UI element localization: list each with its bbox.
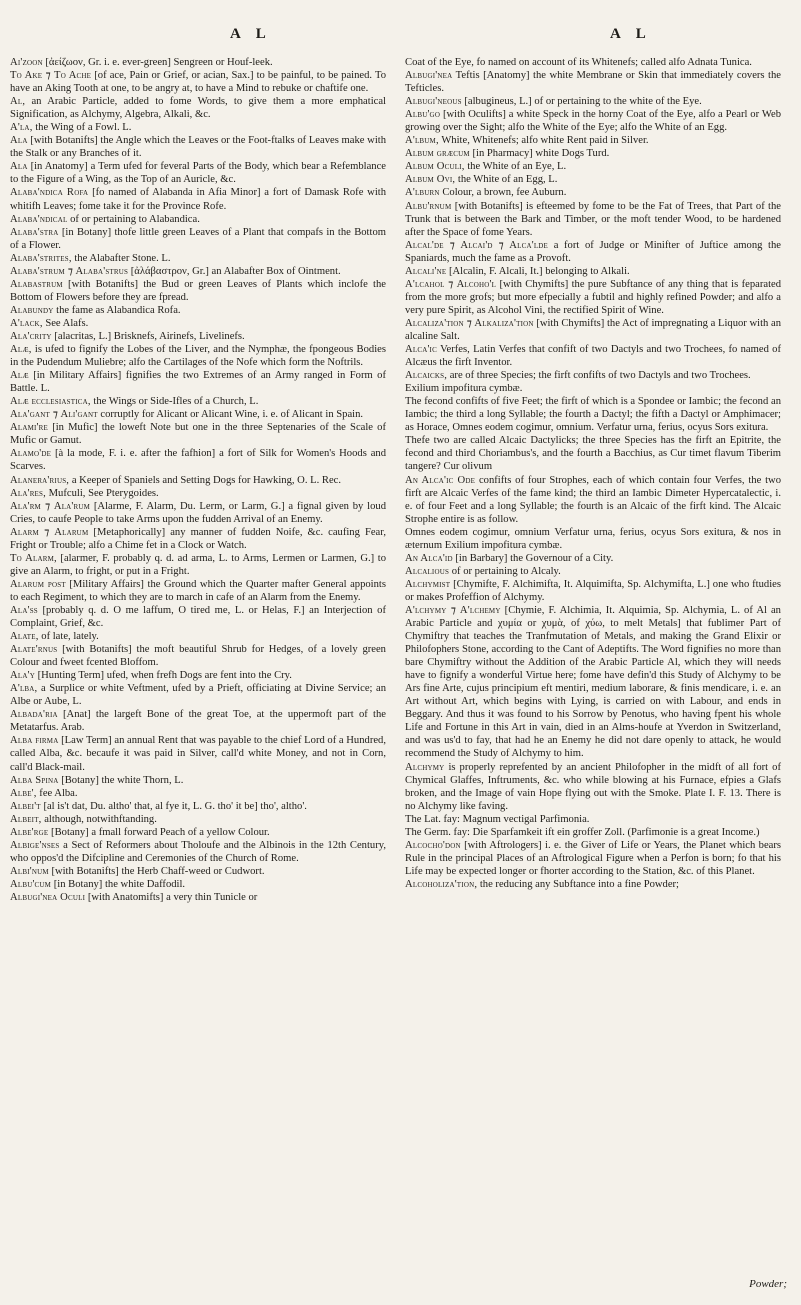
entry-headword: Alcoholiza'tion,: [405, 878, 478, 890]
entry-definition: Coat of the Eye, fo named on account of its Whitenefs; called alfo Adnata Tunica.: [405, 57, 752, 68]
dictionary-entry: [10, 421, 386, 447]
entry-definition: [Chymie, F. Alchimia, It. Alquimia, Sp. Alchymia, L. of Al an Arabic Particle and χυμία or χυμὰ, of χύω, to melt Metals] that fublimer Part of Chymiftry that teaches the Tranfmutation of Metals, and making the Grand Elixir or Philofophers Stone, according to the Cant of Adeptifts. The Word fignifies no more than bare Chymiftry without the Addition of the Arabic Particle Al, which they will needs have to fignify a wonderful Virtue here; fome have defin'd this Study of Alchymy to be Ars fine Arte, cujus principium eft mentiri, medium laborare, & finis mendicare, i. e. an Art without Art, which begins with Lying, is carried on with Labour, and ends in Beggary. And thus it was found to his Sorrow by Penotus, who having fpent his whole Life and Fortune in this Art in vain, died in an Alms-houfe at Yverdon in Switzerland, and was us'd to fay, that had he an Enemy he did not dare openly to attack, he would recommend the Study of Alchymy to him.: [405, 604, 781, 760]
entry-definition: [Anat] the largeft Bone of the great Toe, at the uppermoft part of the Metatarfus. Arab.: [10, 709, 386, 734]
entry-headword: Alanera'rius,: [10, 474, 70, 486]
entry-headword: Alaba'strum ⁊ Alaba'strus: [10, 265, 129, 277]
left-column: [10, 56, 386, 904]
entry-definition: [Metaphorically] any manner of fudden Noife, &c. caufing Fear, Fright or Trouble; alfo a Chime fet in a Clock or Watch.: [10, 526, 386, 551]
entry-headword: Ala'y: [10, 670, 35, 682]
entry-headword: Alæ,: [10, 344, 32, 356]
dictionary-entry: [10, 865, 386, 878]
entry-definition: Thefe two are called Alcaic Dactylicks; the three Species has the firft an Epitrite, the fecond and third Choriambus's, and the fourth a Bacchius, as Cur timet flavum Tiberim tangere? Cur olivum: [405, 435, 781, 473]
dictionary-entry: [10, 526, 386, 552]
entry-definition: The Germ. fay: Die Sparfamkeit ift ein groffer Zoll. (Parfimonie is a great Income.): [405, 826, 760, 838]
entry-headword: Albugi'neous: [405, 96, 462, 108]
dictionary-entry: [405, 474, 781, 526]
entry-definition: the Alabafter Stone. L.: [74, 252, 171, 264]
dictionary-entry: [10, 669, 386, 682]
entry-definition: of or pertaining to Alcaly.: [451, 565, 561, 577]
dictionary-entry: [10, 708, 386, 734]
entry-headword: Ala: [10, 135, 28, 147]
entry-headword: Album Oculi,: [405, 161, 465, 173]
entry-headword: Alaba'strites,: [10, 252, 72, 264]
entry-definition: [probably q. d. O me laffum, O tired me, L. or Helas, F.] an Interjection of Complaint, Grief, &c.: [10, 604, 386, 630]
dictionary-entry: [405, 56, 781, 69]
dictionary-entry: [10, 252, 386, 265]
dictionary-entry: [405, 382, 781, 395]
entry-definition: an Arabic Particle, added to fome Words, to give them a more emphatical Signification, as Alchymy, Algebra, Alkali, &c.: [10, 96, 386, 121]
entry-definition: [in Botany] thofe little green Leaves of a Plant that compafs in the Bottom of a Flower.: [10, 226, 386, 251]
entry-headword: Alcaicks,: [405, 370, 448, 382]
dictionary-entry: [405, 147, 781, 160]
entry-definition: [with Chymifts] the pure Subftance of any thing that is feparated from the more grofs; but more efpecially a fubtil and highly refined Powder; and alfo a very pure Spirit, as Alcohol Vini, the rectified Spirit of Wine.: [405, 278, 782, 316]
entry-headword: Albi'num: [10, 865, 49, 877]
entry-definition: [with Botanifts] the moft beautiful Shrub for Hedges, of a lovely green Colour and fweet fcented Bloffom.: [10, 644, 386, 669]
entry-headword: Alba Spina: [10, 774, 59, 786]
dictionary-entry: [405, 552, 781, 565]
entry-headword: Albe'rge: [10, 826, 49, 838]
entry-headword: Alami're: [10, 422, 48, 434]
dictionary-entry: [10, 839, 386, 865]
dictionary-entry: [10, 408, 386, 421]
entry-headword: Alamo'de: [10, 448, 52, 460]
entry-headword: Alaba'ndica Rofa: [10, 187, 89, 199]
dictionary-entry: [405, 526, 781, 552]
entry-definition: [Military Affairs] the Ground which the Quarter mafter General appoints to each Regiment, to which they are to march in cafe of an Alarm from the Enemy.: [10, 578, 386, 603]
entry-definition: Colour, a brown, fee Auburn.: [442, 187, 567, 199]
entry-definition: [Hunting Term] ufed, when frefh Dogs are fent into the Cry.: [37, 670, 292, 682]
dictionary-entry: [10, 160, 386, 186]
entry-headword: Alcaliza'tion ⁊ Alkaliza'tion: [405, 317, 534, 329]
entry-definition: [Alarme, F. Alarm, Du. Lerm, or Larm, G.] a fignal given by loud Cries, to caufe People to take Arms upon the fudden Arrival of an Enemy.: [10, 500, 386, 525]
dictionary-entry: [10, 552, 386, 578]
dictionary-entry: [405, 604, 781, 761]
dictionary-entry: [405, 265, 781, 278]
entry-definition: a Sect of Reformers about Tholoufe and the Albinois in the 12th Century, who oppos'd the Difcipline and Ceremonies of the Church of Rome.: [10, 839, 386, 864]
dictionary-entry: [405, 826, 781, 839]
entry-definition: a Surplice or white Veftment, ufed by a Prieft, officiating at Divine Service; an Albe or Aube, L.: [10, 683, 386, 708]
entry-headword: A'la,: [10, 122, 33, 134]
entry-definition: [Alcalin, F. Alcali, It.] belonging to Alkali.: [448, 265, 630, 277]
entry-definition: the Wings or Side-Ifles of a Church, L.: [93, 396, 259, 408]
dictionary-entry: [10, 447, 386, 473]
dictionary-entry: [405, 434, 781, 473]
dictionary-entry: [10, 121, 386, 134]
entry-headword: Alarm ⁊ Alarum: [10, 526, 89, 538]
dictionary-entry: [10, 878, 386, 891]
dictionary-entry: [405, 200, 781, 239]
entry-headword: Al,: [10, 96, 26, 108]
entry-definition: [in Pharmacy] white Dogs Turd.: [472, 148, 610, 160]
entry-headword: A'lcahol ⁊ Alcoho'l: [405, 278, 497, 290]
entry-headword: A'lba,: [10, 683, 38, 695]
entry-definition: a fort of Judge or Minifter of Juftice among the Spaniards, much the fame as a Provoft.: [405, 239, 781, 264]
dictionary-entry: [10, 630, 386, 643]
entry-definition: fee Alba.: [39, 787, 78, 799]
dictionary-entry: [10, 304, 386, 317]
dictionary-entry: [10, 800, 386, 813]
entry-headword: Album Ovi,: [405, 174, 456, 186]
entry-definition: [with Aftrologers] i. e. the Giver of Life or Years, the Planet which bears Rule in the principal Places of an Aftrological Figure when a Perfon is born; fo that his Life may be expected longer or fhorter according to the Station, &c. of this Planet.: [405, 839, 781, 877]
dictionary-entry: [405, 134, 781, 147]
dictionary-entry: [10, 682, 386, 708]
entry-definition: [with Botanifts] the Angle which the Leaves or the Foot-ftalks of Leaves make with the Stalk or any Branches of it.: [10, 135, 386, 160]
entry-headword: Alabundy: [10, 304, 54, 316]
entry-headword: Ala'rm ⁊ Ala'rum: [10, 500, 91, 512]
entry-definition: [Chymifte, F. Alchimifta, It. Alquimifta, Sp. Alchymifta, L.] one who ftudies or makes Profeffion of Alchymy.: [405, 578, 781, 603]
entry-headword: Albugi'nea Oculi: [10, 892, 86, 903]
dictionary-entry: [405, 813, 781, 826]
entry-definition: of late, lately.: [41, 631, 99, 643]
entry-headword: Albe',: [10, 787, 37, 799]
entry-headword: Albugi'nea: [405, 70, 453, 82]
dictionary-entry: [405, 761, 781, 813]
entry-definition: confifts of four Strophes, each of which contain four Verfes, the two firft are Alcaic Verfes of the fame kind; the third an Iambic Dimeter Hypercatalectic, i. e. of four Feet and a long Syllable; the fourth is an Alcaic of the firft kind. The Alcaic Strophe entire is as follow.: [405, 474, 781, 525]
entry-headword: Alcali'ne: [405, 265, 447, 277]
dictionary-entry: [405, 343, 781, 369]
dictionary-entry: [10, 278, 386, 304]
entry-headword: A'lbum,: [405, 135, 439, 147]
dictionary-entry: [10, 343, 386, 369]
dictionary-entry: [405, 317, 781, 343]
entry-headword: An Alca'id: [405, 552, 453, 564]
entry-definition: of or pertaining to Alabandica.: [70, 213, 200, 225]
dictionary-entry: [10, 226, 386, 252]
entry-definition: [alarmer, F. probably q. d. ad arma, L. to Arms, Lermen or Larmen, G.] to give an Alarm, to fright, or put in a Fright.: [10, 552, 386, 577]
entry-definition: Teftis [Anatomy] the white Membrane or Skin that immediately covers the Tefticles.: [405, 70, 781, 95]
dictionary-entry: [10, 787, 386, 800]
entry-headword: Ala'ss: [10, 604, 38, 616]
entry-headword: Alate'rnus: [10, 644, 58, 656]
entry-definition: [al is't dat, Du. altho' that, al fye it, L. G. tho' it be] tho', altho'.: [43, 800, 307, 812]
dictionary-entry: [10, 69, 386, 95]
dictionary-entry: [10, 826, 386, 839]
entry-definition: See Alafs.: [45, 317, 89, 329]
entry-headword: Alabastrum: [10, 278, 63, 290]
entry-headword: Alchymist: [405, 578, 451, 590]
entry-definition: [in Military Affairs] fignifies the two Extremes of an Army ranged in Form of Battle. L.: [10, 370, 386, 395]
entry-definition: [fo named of Alabanda in Afia Minor] a fort of Damask Rofe with whitifh Leaves; fome take it for the Province Rofe.: [10, 187, 387, 212]
entry-headword: Albeit,: [10, 813, 42, 825]
dictionary-entry: [10, 734, 386, 773]
entry-definition: Exilium impofitura cymbæ.: [405, 383, 523, 395]
dictionary-entry: [10, 487, 386, 500]
entry-definition: [alacritas, L.] Brisknefs, Airinefs, Livelinefs.: [54, 330, 245, 342]
entry-headword: Albei't: [10, 800, 41, 812]
entry-definition: [of ace, Pain or Grief, or acian, Sax.] to be painful, to be pained. To have an Aking Tooth at one, to be angry at, to have a Mind to rebuke or chaftife one.: [10, 70, 386, 95]
right-column: [405, 56, 781, 891]
entry-headword: To Ake ⁊ To Ache: [10, 70, 92, 82]
entry-definition: The Lat. fay: Magnum vectigal Parfimonia.: [405, 813, 590, 825]
running-head-left: A L: [230, 26, 272, 42]
entry-definition: the White of an Egg, L.: [457, 174, 558, 186]
entry-definition: [Botany] the white Thorn, L.: [61, 774, 184, 786]
dictionary-entry: [405, 395, 781, 434]
dictionary-entry: [10, 578, 386, 604]
dictionary-entry: [405, 69, 781, 95]
dictionary-entry: [405, 878, 781, 891]
entry-headword: Albu'cum: [10, 878, 52, 890]
entry-headword: Alba firma: [10, 735, 59, 747]
dictionary-entry: [10, 213, 386, 226]
entry-headword: Albu'go: [405, 109, 441, 121]
dictionary-entry: [10, 95, 386, 121]
dictionary-entry: [10, 774, 386, 787]
entry-headword: An Alca'ic Ode: [405, 474, 476, 486]
entry-headword: Ai'zoon: [10, 57, 43, 68]
entry-headword: Alate,: [10, 631, 39, 643]
entry-definition: [with Botanifts] is efteemed by fome to be the Fat of Trees, that Part of the Trunk that is between the Bark and Timber, or the moft tender Wood, to be hardened after the Space of fome Years.: [405, 200, 781, 238]
dictionary-entry: [10, 56, 386, 69]
entry-headword: A'lack,: [10, 317, 43, 329]
entry-headword: To Alarm,: [10, 552, 57, 564]
entry-headword: Alæ: [10, 370, 29, 382]
dictionary-entry: [10, 891, 386, 904]
dictionary-entry: [405, 278, 781, 317]
dictionary-entry: [10, 265, 386, 278]
dictionary-entry: [10, 500, 386, 526]
entry-definition: [Law Term] an annual Rent that was payable to the chief Lord of a Hundred, called Alba, &c. becaufe it was paid in Silver, call'd white Money, and not in Corn, call'd Black-mail.: [10, 735, 386, 773]
dictionary-entry: [405, 173, 781, 186]
entry-headword: Albada'ria: [10, 709, 58, 721]
entry-headword: Alæ ecclesiastica,: [10, 396, 91, 408]
entry-definition: [with Chymifts] the Act of impregnating a Liquor with an alcaline Salt.: [405, 317, 781, 342]
entry-headword: Ala'gant ⁊ Ali'gant: [10, 409, 98, 421]
dictionary-entry: [10, 186, 386, 212]
entry-definition: the White of an Eye, L.: [467, 161, 567, 173]
dictionary-entry: [10, 134, 386, 160]
dictionary-entry: [405, 578, 781, 604]
dictionary-entry: [405, 369, 781, 382]
entry-headword: Ala'res,: [10, 487, 46, 499]
entry-headword: Alcalious: [405, 565, 450, 577]
entry-definition: [albugineus, L.] of or pertaining to the white of the Eye.: [464, 96, 702, 108]
entry-definition: [with Oculifts] a white Speck in the horny Coat of the Eye, alfo a Pearl or Web growing over the Sight; alfo the White of the Eye; alfo the White of an Egg.: [405, 109, 781, 134]
entry-headword: Ala: [10, 161, 28, 173]
entry-headword: A'lchymy ⁊ A'lchemy: [405, 604, 501, 616]
entry-definition: [Botany] a fmall forward Peach of a yellow Colour.: [51, 826, 270, 838]
entry-definition: corruptly for Alicant or Alicant Wine, i. e. of Alicant in Spain.: [100, 409, 364, 421]
entry-headword: Alaba'ndical: [10, 213, 68, 225]
dictionary-entry: [405, 160, 781, 173]
entry-definition: [with Botanifts] the Bud or green Leaves of Plants which inclofe the Bottom of Flowers before they are fpread.: [10, 278, 386, 303]
entry-definition: Mufculi, See Pterygoides.: [48, 487, 159, 499]
entry-headword: Alcal'de ⁊ Alcai'd ⁊ Alca'lde: [405, 239, 549, 251]
entry-headword: Alcocho'don: [405, 839, 461, 851]
dictionary-entry: [10, 395, 386, 408]
dictionary-entry: [10, 369, 386, 395]
entry-headword: Albu'rnum: [405, 200, 452, 212]
dictionary-entry: [405, 239, 781, 265]
entry-definition: a Keeper of Spaniels and Setting Dogs for Hawking, O. L. Rec.: [71, 474, 342, 486]
entry-definition: is properly reprefented by an ancient Philofopher in the midft of all fort of Chymical Glaffes, Inftruments, &c. who while blowing at his Furnace, efpies a Glafs broken, and the Image of vain Hope flying out with the Smoke. Plate I. F. 13. There is no Alchymy like faving.: [405, 761, 781, 812]
entry-headword: Albige'nses: [10, 839, 60, 851]
entry-headword: Alca'ic: [405, 344, 437, 356]
entry-definition: [à la mode, F. i. e. after the fafhion] a fort of Silk for Women's Hoods and Scarves.: [10, 448, 386, 473]
entry-definition: although, notwithftanding.: [44, 813, 157, 825]
entry-headword: Alarum post: [10, 578, 66, 590]
entry-definition: White, Whitenefs; alfo white Rent paid in Silver.: [441, 135, 649, 147]
dictionary-entry: [10, 643, 386, 669]
entry-headword: Album græcum: [405, 148, 470, 160]
dictionary-entry: [405, 108, 781, 134]
entry-definition: [in Mufic] the loweft Note but one in the three Septenaries of the Scale of Mufic or Gamut.: [10, 422, 386, 447]
dictionary-entry: [10, 317, 386, 330]
entry-headword: Alchymy: [405, 761, 445, 773]
entry-definition: is ufed to fignify the Lobes of the Liver, and the Nymphæ, the fpongeous Bodies in the Pudendum Muliebre; alfo the Cartilages of the Nofe which form the Noftrils.: [10, 344, 386, 369]
entry-definition: [in Barbary] the Governour of a City.: [455, 552, 614, 564]
entry-headword: Ala'crity: [10, 330, 52, 342]
running-head-right: A L: [610, 26, 652, 42]
entry-headword: Alaba'stra: [10, 226, 59, 238]
entry-definition: [with Anatomifts] a very thin Tunicle or: [87, 892, 258, 903]
entry-definition: Verfes, Latin Verfes that confift of two Dactyls and two Trochees, fo named of Alcæus the firft Inventor.: [405, 344, 781, 369]
dictionary-entry: [10, 474, 386, 487]
entry-definition: [in Botany] the white Daffodil.: [53, 878, 186, 890]
entry-definition: the Wing of a Fowl. L.: [35, 122, 132, 134]
dictionary-entry: [405, 565, 781, 578]
entry-headword: A'lburn: [405, 187, 440, 199]
entry-definition: [in Anatomy] a Term ufed for feveral Parts of the Body, which bear a Refemblance to the Figure of a Wing, as the Top of an Auricle, &c.: [10, 161, 386, 186]
entry-definition: the reducing any Subftance into a fine Powder;: [479, 878, 680, 890]
dictionary-entry: [10, 604, 386, 630]
entry-definition: the fame as Alabandica Rofa.: [56, 304, 181, 316]
entry-definition: [ἀλάβαστρον, Gr.] an Alabafter Box of Ointment.: [130, 265, 341, 277]
catchword: Powder;: [749, 1278, 787, 1290]
dictionary-entry: [10, 813, 386, 826]
dictionary-entry: [10, 330, 386, 343]
entry-definition: [ἀείζωον, Gr. i. e. ever-green] Sengreen or Houf-leek.: [45, 57, 273, 68]
dictionary-entry: [405, 95, 781, 108]
entry-definition: are of three Species; the firft confifts of two Dactyls and two Trochees.: [449, 370, 751, 382]
entry-definition: The fecond confifts of five Feet; the firft of which is a Spondee or Iambic; the fecond an Iambic; the third a long Syllable; the fourth a Dactyl; the fifth a Dactyl or Amphimacer; as Horace, Omnes eodem cogimur, omnium. Verfatur urna, ferius, ocyus Sors exitura.: [405, 396, 781, 434]
dictionary-entry: [405, 186, 781, 199]
dictionary-entry: [405, 839, 781, 878]
entry-definition: Omnes eodem cogimur, omnium Verfatur urna, ferius, ocyus Sors exitura, & nos in æternum Exilium impofitura cymbæ.: [405, 526, 781, 551]
entry-definition: [with Botanifts] the Herb Chaff-weed or Cudwort.: [51, 865, 265, 877]
